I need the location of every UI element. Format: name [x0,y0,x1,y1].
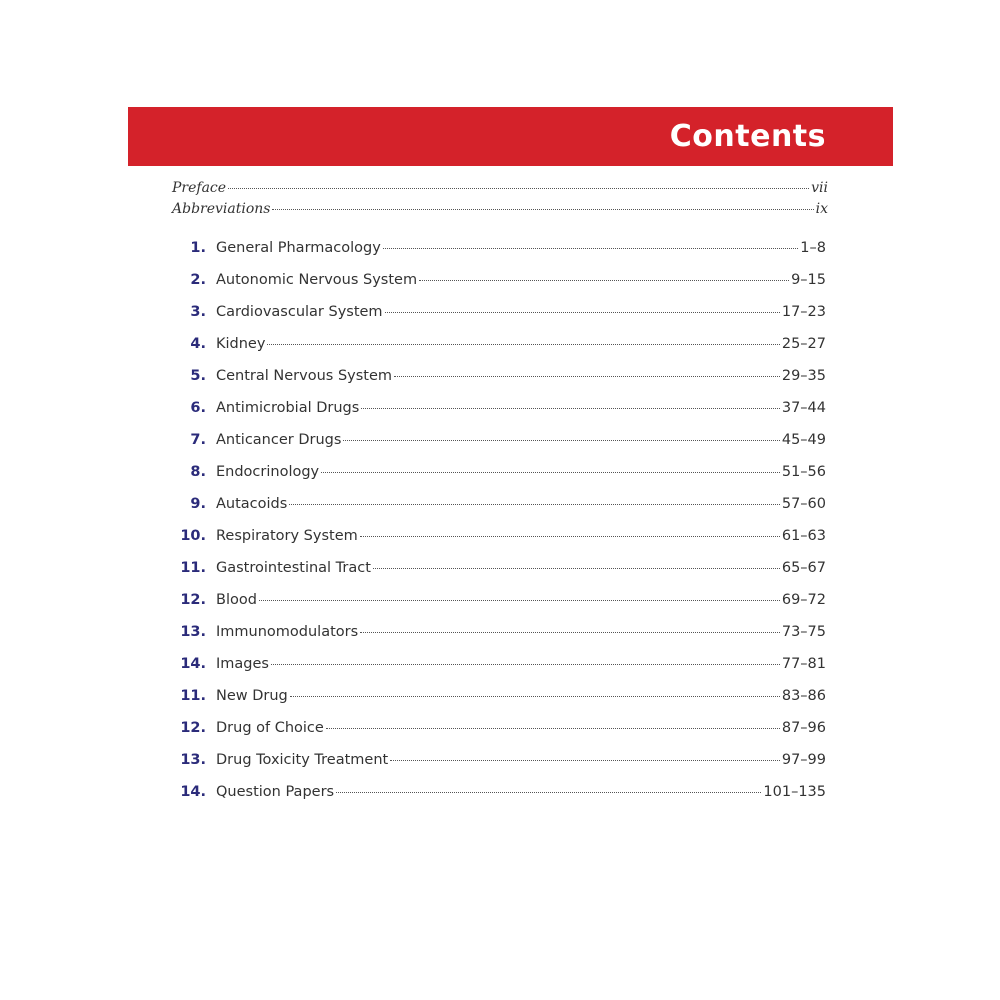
chapter-number: 11. [180,688,206,704]
chapter-title: General Pharmacology [216,240,381,256]
chapter-number: 6. [190,400,206,416]
chapter-pages: 17–23 [781,304,826,320]
dot-leader [290,696,780,697]
chapter-title: Drug of Choice [216,720,324,736]
toc-entry-chapter[interactable] [172,304,826,336]
chapter-title: Central Nervous System [216,368,393,384]
chapter-pages: 83–86 [781,688,826,704]
dot-leader [267,344,779,345]
chapter-number: 11. [180,560,206,576]
chapter-pages: 9–15 [791,272,826,288]
dot-leader [343,440,779,441]
toc-entry-chapter[interactable] [172,752,826,784]
toc-entry-page: vii [811,180,828,196]
dot-leader [271,664,780,665]
toc-entry-chapter[interactable] [172,560,826,592]
chapter-pages: 29–35 [781,368,826,384]
chapter-number: 13. [180,624,206,640]
dot-leader [360,536,780,537]
page-title: Contents [669,119,826,154]
chapter-title: New Drug [216,688,288,704]
toc-entry-abbreviations[interactable] [172,201,828,222]
toc-entry-chapter[interactable] [172,432,826,464]
toc-entry-chapter[interactable] [172,400,826,432]
chapter-title: Respiratory System [216,528,358,544]
chapter-title: Autacoids [216,496,288,512]
chapter-title: Endocrinology [216,464,320,480]
dot-leader [259,600,780,601]
chapter-pages: 77–81 [781,656,826,672]
chapter-number: 5. [190,368,206,384]
chapter-title: Cardiovascular System [216,304,383,320]
chapter-number: 2. [190,272,206,288]
toc-entry-chapter[interactable] [172,240,826,272]
chapter-title: Autonomic Nervous System [216,272,418,288]
toc-entry-chapter[interactable] [172,592,826,624]
dot-leader [373,568,780,569]
chapter-pages: 97–99 [781,752,826,768]
chapter-number: 4. [190,336,206,352]
chapter-title: Anticancer Drugs [216,432,342,448]
chapter-title: Kidney [216,336,266,352]
toc-entry-chapter[interactable] [172,336,826,368]
toc-entry-chapter[interactable] [172,368,826,400]
chapter-list [172,240,826,816]
toc-entry-chapter[interactable] [172,528,826,560]
toc-entry-chapter[interactable] [172,272,826,304]
toc-entry-chapter[interactable] [172,464,826,496]
chapter-pages: 51–56 [781,464,826,480]
dot-leader [289,504,780,505]
chapter-number: 13. [180,752,206,768]
toc-entry-chapter[interactable] [172,496,826,528]
toc-entry-chapter[interactable] [172,720,826,752]
dot-leader [326,728,780,729]
toc-entry-chapter[interactable] [172,624,826,656]
toc-entry-title: Abbreviations [172,201,271,217]
chapter-pages: 61–63 [781,528,826,544]
chapter-title: Drug Toxicity Treatment [216,752,389,768]
dot-leader [360,632,780,633]
chapter-number: 3. [190,304,206,320]
toc-entry-title: Preface [172,180,227,196]
dot-leader [272,209,813,210]
toc-entry-preface[interactable] [172,180,828,201]
chapter-number: 12. [180,720,206,736]
chapter-pages: 37–44 [781,400,826,416]
chapter-title: Question Papers [216,784,335,800]
dot-leader [336,792,761,793]
chapter-pages: 65–67 [781,560,826,576]
toc-entry-chapter[interactable] [172,656,826,688]
chapter-pages: 101–135 [763,784,826,800]
dot-leader [390,760,780,761]
chapter-number: 14. [180,784,206,800]
chapter-pages: 25–27 [781,336,826,352]
dot-leader [385,312,780,313]
toc-entry-page: ix [815,201,828,217]
front-matter-list [172,180,828,222]
chapter-pages: 73–75 [781,624,826,640]
chapter-title: Antimicrobial Drugs [216,400,360,416]
dot-leader [321,472,780,473]
chapter-title: Blood [216,592,257,608]
chapter-pages: 45–49 [781,432,826,448]
chapter-pages: 57–60 [781,496,826,512]
chapter-number: 1. [190,240,206,256]
chapter-pages: 69–72 [781,592,826,608]
chapter-number: 10. [180,528,206,544]
chapter-title: Images [216,656,269,672]
chapter-number: 8. [190,464,206,480]
chapter-title: Immunomodulators [216,624,359,640]
dot-leader [419,280,789,281]
toc-entry-chapter[interactable] [172,784,826,816]
dot-leader [383,248,798,249]
chapter-number: 14. [180,656,206,672]
chapter-number: 12. [180,592,206,608]
chapter-title: Gastrointestinal Tract [216,560,371,576]
toc-entry-chapter[interactable] [172,688,826,720]
chapter-pages: 87–96 [781,720,826,736]
dot-leader [394,376,780,377]
chapter-number: 7. [190,432,206,448]
dot-leader [228,188,809,189]
chapter-number: 9. [190,496,206,512]
contents-banner [128,107,893,166]
dot-leader [361,408,780,409]
chapter-pages: 1–8 [800,240,826,256]
